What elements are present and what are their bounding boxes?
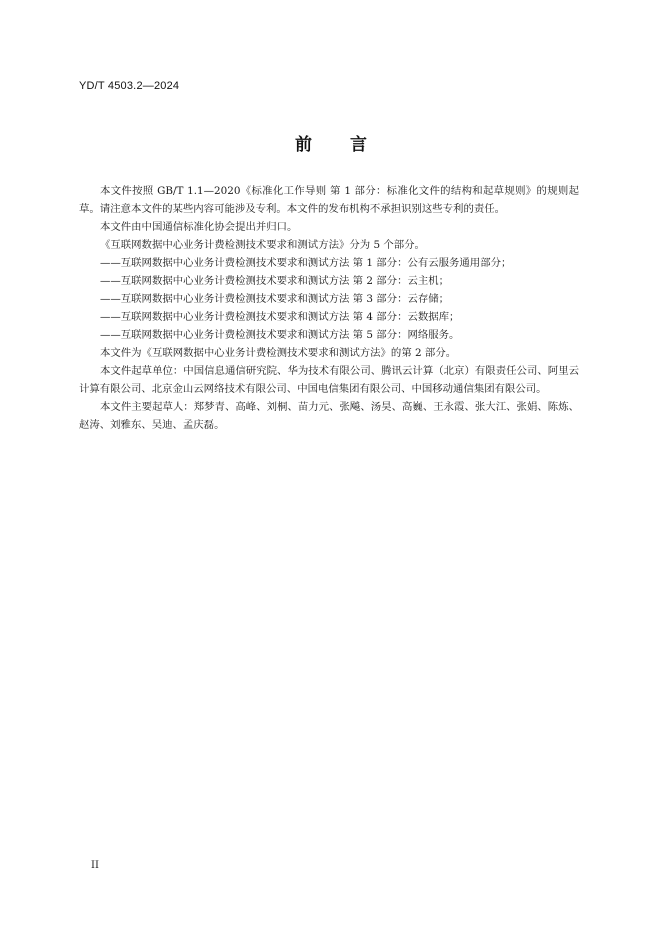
title-char-1: 前: [295, 135, 312, 155]
paragraph-drafting-units: 本文件起草单位：中国信息通信研究院、华为技术有限公司、腾讯云计算（北京）有限责任公司、阿里云计算有限公司、北京金山云网络技术有限公司、中国电信集团有限公司、中国移动通信集团有限公司。: [79, 365, 579, 395]
document-code: YD/T 4503.2—2024: [79, 80, 180, 92]
paragraph-drafting-rules: 本文件按照 GB/T 1.1—2020《标准化工作导则 第 1 部分：标准化文件的结构和起草规则》的规则起草。请注意本文件的某些内容可能涉及专利。本文件的发布机构不承担识别这些专利的责任。: [79, 185, 579, 215]
list-item-part-1: ——互联网数据中心业务计费检测技术要求和测试方法 第 1 部分：公有云服务通用部分；: [100, 257, 512, 269]
list-item-part-5: ——互联网数据中心业务计费检测技术要求和测试方法 第 5 部分：网络服务。: [100, 329, 460, 341]
list-item-part-2: ——互联网数据中心业务计费检测技术要求和测试方法 第 2 部分：云主机；: [100, 275, 450, 287]
list-item-part-4: ——互联网数据中心业务计费检测技术要求和测试方法 第 4 部分：云数据库；: [100, 311, 460, 323]
paragraph-proposer: 本文件由中国通信标准化协会提出并归口。: [100, 221, 298, 233]
preface-body: [79, 182, 579, 434]
page-number: II: [91, 860, 99, 871]
paragraph-this-part: 本文件为《互联网数据中心业务计费检测技术要求和测试方法》的第 2 部分。: [100, 347, 457, 359]
paragraph-parts-intro: 《互联网数据中心业务计费检测技术要求和测试方法》分为 5 个部分。: [100, 239, 425, 251]
page-title: [0, 130, 662, 155]
title-char-2: 言: [350, 135, 367, 155]
paragraph-drafters: 本文件主要起草人：郑梦青、高峰、刘桐、苗力元、张飚、汤昊、高巍、王永霞、张大江、张娟、陈炼、赵涛、刘雅东、吴迪、孟庆磊。: [79, 401, 579, 431]
list-item-part-3: ——互联网数据中心业务计费检测技术要求和测试方法 第 3 部分：云存储；: [100, 293, 450, 305]
